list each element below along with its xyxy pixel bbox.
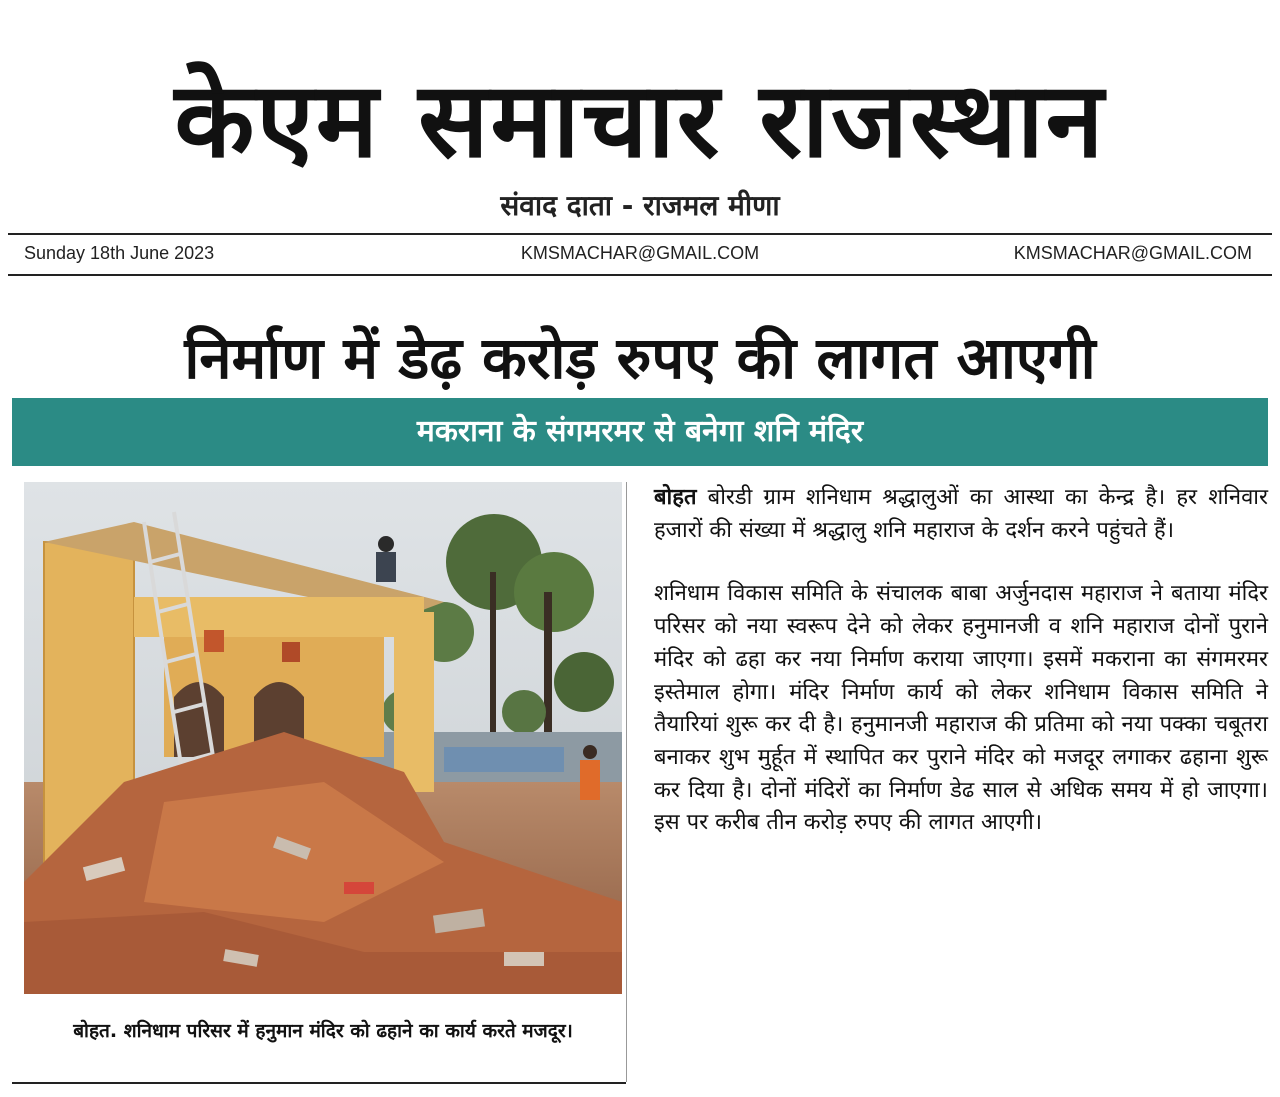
story-subheadline-banner: मकराना के संगमरमर से बनेगा शनि मंदिर: [12, 398, 1268, 466]
article-paragraph-1: [654, 482, 1268, 547]
article-body: [654, 482, 1268, 871]
issue-date: Sunday 18th June 2023: [24, 243, 215, 263]
photo-caption: बोहत. शनिधाम परिसर में हनुमान मंदिर को ढहाने का कार्य करते मजदूर।: [73, 1020, 573, 1042]
infobar-bottom-rule: [8, 274, 1272, 276]
paragraph-1-text: बोरडी ग्राम शनिधाम श्रद्धालुओं का आस्था का केन्द्र है। हर शनिवार हजारों की संख्या में श्रद्धालु शनि महाराज के दर्शन करने पहुंचते हैं।: [654, 485, 1268, 543]
dateline-lead: बोहत: [654, 485, 697, 510]
worker-on-roof: [376, 536, 396, 582]
column-divider: [626, 482, 627, 1082]
article-paragraph-2: शनिधाम विकास समिति के संचालक बाबा अर्जुनदास महाराज ने बताया मंदिर परिसर को नया स्वरूप देने को लेकर हनुमानजी व शनि महाराज दोनों पुराने मंदिर को ढहा कर नया निर्माण कराया जाएगा। इसमें मकराना का संगमरमर इस्तेमाल होगा। मंदिर निर्माण कार्य को लेकर शनिधाम विकास समिति ने तैयारियां शुरू कर दी है। हनुमानजी महाराज की प्रतिमा को नया पक्का चबूतरा बनाकर शुभ मुर्हूत में स्थापित कर पुराने मंदिर को मजदूर लगाकर ढहाना शुरू कर दिया है। दोनों मंदिरों का निर्माण डेढ साल से अधिक समय में हो जाएगा। इस पर करीब तीन करोड़ रुपए की लागत आएगी।: [654, 581, 1268, 836]
reporter-credit: संवाद दाता - राजमल मीणा: [500, 189, 780, 222]
contact-email-center: KMSMACHAR@GMAIL.COM: [520, 243, 760, 263]
caption-bottom-rule: [12, 1082, 626, 1084]
contact-email-right: KMSMACHAR@GMAIL.COM: [1013, 243, 1252, 263]
infobar-top-rule: [8, 233, 1272, 235]
newspaper-masthead: केएम समाचार राजस्थान: [174, 59, 1106, 181]
temple-demolition-photo: [24, 482, 622, 994]
blue-shed: [444, 747, 564, 772]
story-headline: निर्माण में डेढ़ करोड़ रुपए की लागत आएगी: [184, 324, 1096, 392]
